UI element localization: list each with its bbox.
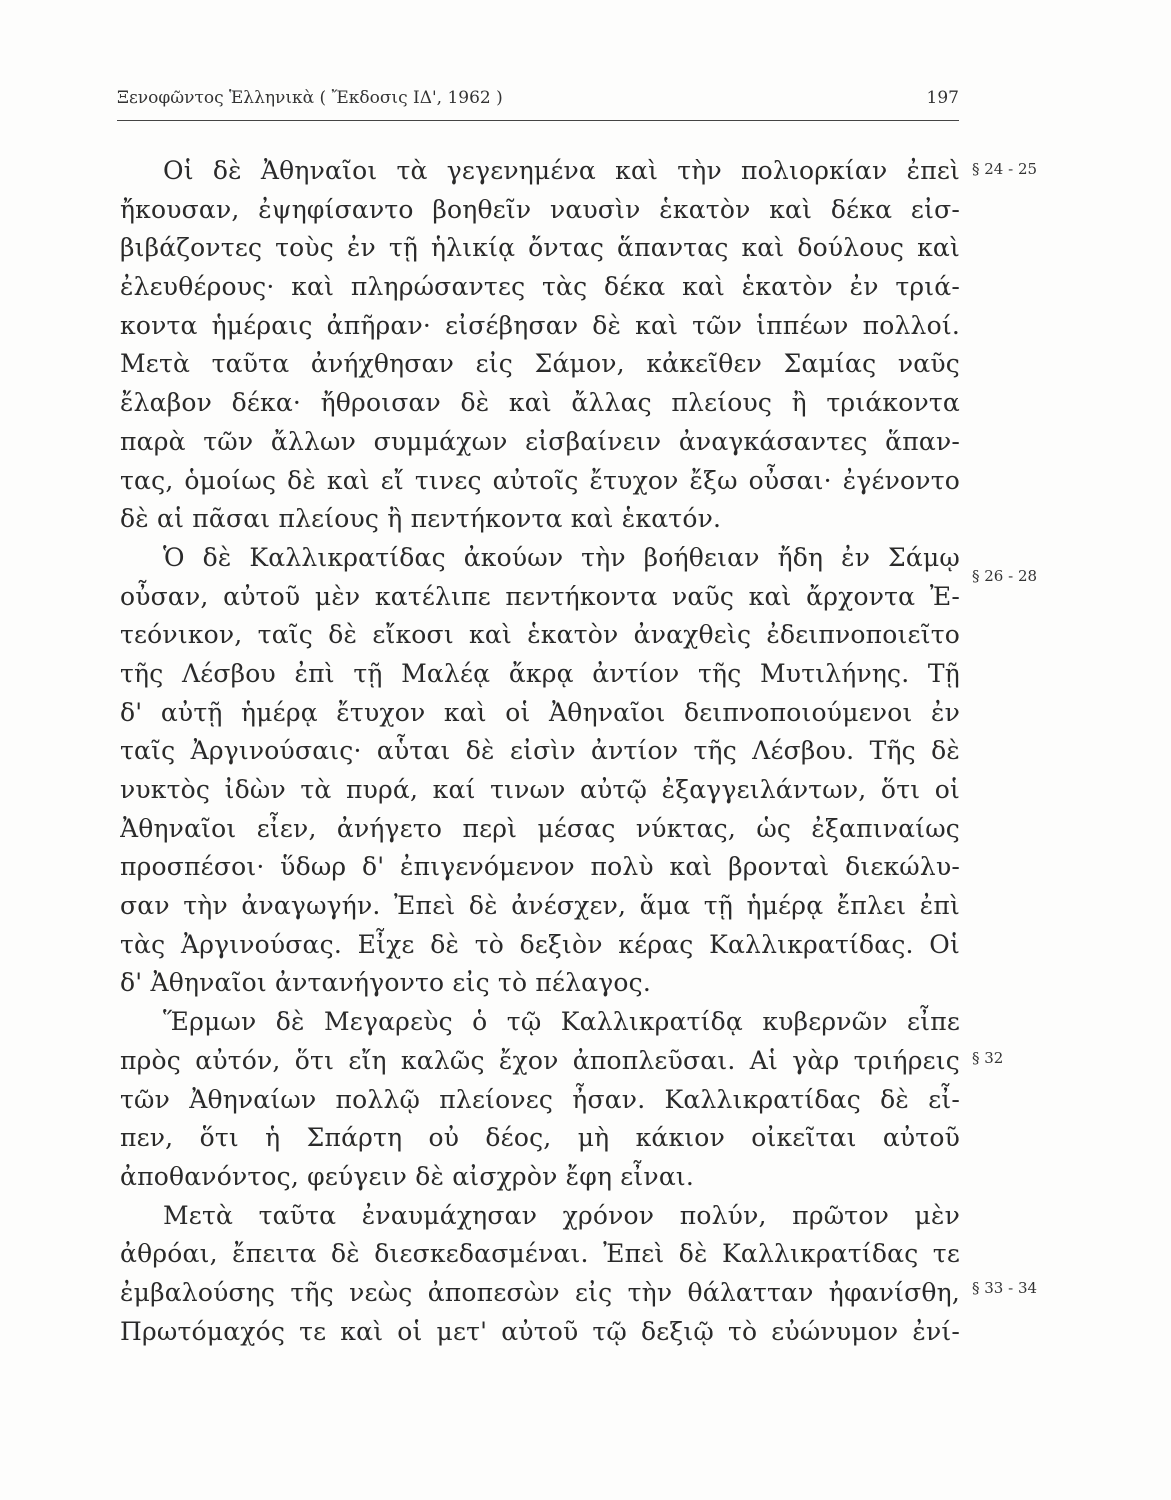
text-line: Μετὰ ταῦτα ἐναυμάχησαν χρόνον πολύν, πρῶτον μὲν [163,1200,960,1230]
margin-ref-33-34: § 33 - 34 [972,1279,1038,1297]
text-line: ἀθρόαι, ἔπειτα δὲ διεσκεδασμέναι. Ἐπεὶ δὲ Καλλικρατίδας τε [120,1239,960,1269]
header-rule [117,120,959,121]
text-line: βιβάζοντες τοὺς ἐν τῇ ἡλικίᾳ ὄντας ἅπαντας καὶ δούλους καὶ [120,233,960,263]
text-line: κοντα ἡμέραις ἀπῆραν· εἰσέβησαν δὲ καὶ τῶν ἱππέων πολλοί. [120,310,960,340]
margin-ref-32: § 32 [972,1049,1004,1067]
body-text [120,152,960,1351]
text-line: δὲ αἱ πᾶσαι πλείους ἢ πεντήκοντα καὶ ἑκατόν. [120,504,722,534]
text-line: ταῖς Ἀργινούσαις· αὗται δὲ εἰσὶν ἀντίον τῆς Λέσβου. Τῆς δὲ [120,736,960,766]
text-line: τας, ὁμοίως δὲ καὶ εἴ τινες αὐτοῖς ἔτυχον ἔξω οὖσαι· ἐγένοντο [120,465,960,495]
text-line: σαν τὴν ἀναγωγήν. Ἐπεὶ δὲ ἀνέσχεν, ἅμα τῇ ἡμέρᾳ ἔπλει ἐπὶ [120,891,960,921]
text-line: τὰς Ἀργινούσας. Εἶχε δὲ τὸ δεξιὸν κέρας Καλλικρατίδας. Οἱ [120,929,960,959]
text-line: Ὁ δὲ Καλλικρατίδας ἀκούων τὴν βοήθειαν ἤδη ἐν Σάμῳ [163,542,960,572]
text-line: Μετὰ ταῦτα ἀνήχθησαν εἰς Σάμον, κἀκεῖθεν Σαμίας ναῦς [120,349,960,379]
text-line: πρὸς αὐτόν, ὅτι εἴη καλῶς ἔχον ἀποπλεῦσαι. Αἱ γὰρ τριήρεις [120,1045,960,1075]
text-line: ἐμβαλούσης τῆς νεὼς ἀποπεσὼν εἰς τὴν θάλατταν ἠφανίσθη, [120,1277,960,1307]
text-line: δ' Ἀθηναῖοι ἀντανήγοντο εἰς τὸ πέλαγος. [120,968,652,998]
text-line: ἀποθανόντος, φεύγειν δὲ αἰσχρὸν ἔφη εἶναι. [120,1161,695,1191]
page-number: 197 [926,88,959,108]
text-line: ἔλαβον δέκα· ἤθροισαν δὲ καὶ ἄλλας πλείους ἢ τριάκοντα [120,388,960,418]
text-line: Ἀθηναῖοι εἶεν, ἀνήγετο περὶ μέσας νύκτας, ὡς ἐξαπιναίως [120,813,960,843]
text-line: τῆς Λέσβου ἐπὶ τῇ Μαλέᾳ ἄκρᾳ ἀντίον τῆς Μυτιλήνης. Τῇ [120,658,960,688]
text-line: νυκτὸς ἰδὼν τὰ πυρά, καί τινων αὐτῷ ἐξαγγειλάντων, ὅτι οἱ [120,775,960,804]
text-line: Οἱ δὲ Ἀθηναῖοι τὰ γεγενημένα καὶ τὴν πολιορκίαν ἐπεὶ [163,156,960,185]
text-line: Ἕρμων δὲ Μεγαρεὺς ὁ τῷ Καλλικρατίδᾳ κυβερνῶν εἶπε [163,1007,960,1037]
text-line: τῶν Ἀθηναίων πολλῷ πλείονες ἦσαν. Καλλικρατίδας δὲ εἶ- [120,1084,960,1114]
text-line: παρὰ τῶν ἄλλων συμμάχων εἰσβαίνειν ἀναγκάσαντες ἅπαν- [120,426,960,456]
margin-ref-24-25: § 24 - 25 [972,160,1038,178]
text-line: πεν, ὅτι ἡ Σπάρτη οὐ δέος, μὴ κάκιον οἰκεῖται αὐτοῦ [120,1123,960,1153]
text-line: προσπέσοι· ὕδωρ δ' ἐπιγενόμενον πολὺ καὶ βρονταὶ διεκώλυ- [120,852,960,882]
text-line: ἤκουσαν, ἐψηφίσαντο βοηθεῖν ναυσὶν ἑκατὸν καὶ δέκα εἰσ- [120,194,960,224]
header-title: Ξενοφῶντος Ἑλληνικὰ ( Ἔκδοσις ΙΔ', 1962 ) [117,88,503,108]
text-line: τεόνικον, ταῖς δὲ εἴκοσι καὶ ἑκατὸν ἀναχθεὶς ἐδειπνοποιεῖτο [120,620,960,650]
running-header [117,88,959,116]
text-line: οὖσαν, αὐτοῦ μὲν κατέλιπε πεντήκοντα ναῦς καὶ ἄρχοντα Ἐ- [120,581,960,611]
text-line: Πρωτόμαχός τε καὶ οἱ μετ' αὐτοῦ τῷ δεξιῷ τὸ εὐώνυμον ἐνί- [120,1316,960,1346]
text-line: ἐλευθέρους· καὶ πληρώσαντες τὰς δέκα καὶ ἑκατὸν ἐν τριά- [120,272,960,302]
margin-ref-26-28: § 26 - 28 [972,567,1038,585]
text-line: δ' αὐτῇ ἡμέρᾳ ἔτυχον καὶ οἱ Ἀθηναῖοι δειπνοποιούμενοι ἐν [120,697,960,727]
